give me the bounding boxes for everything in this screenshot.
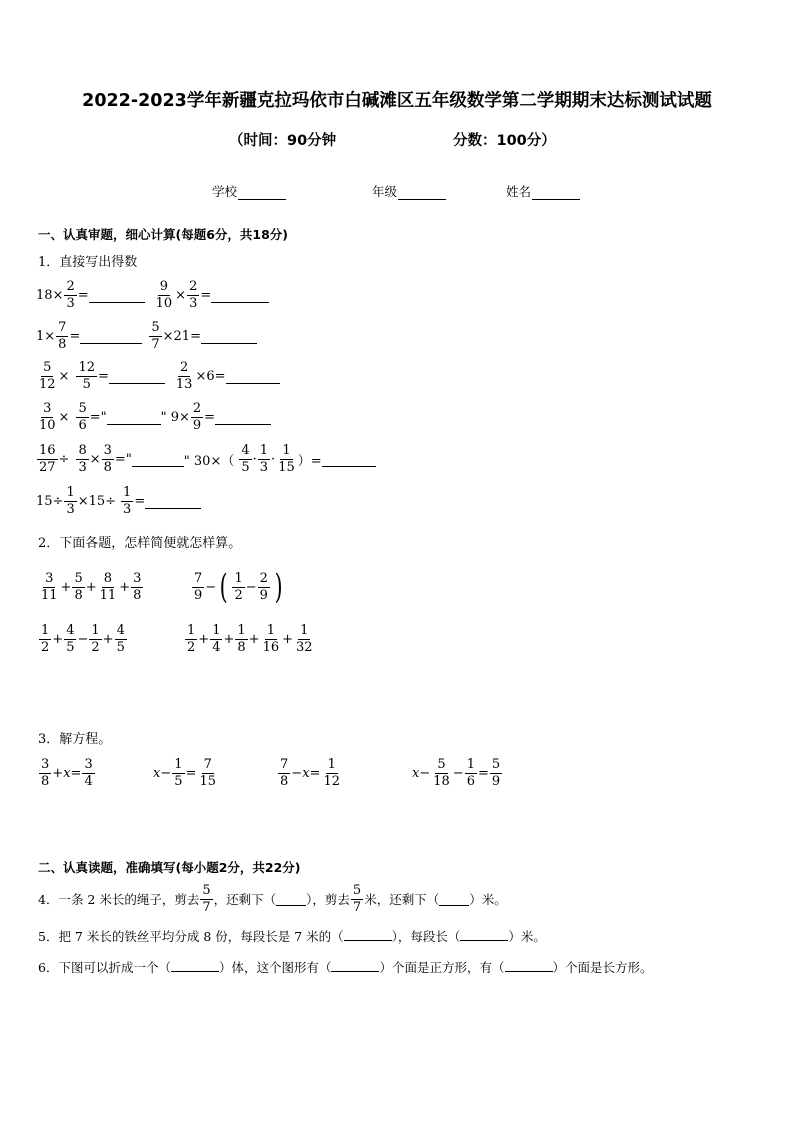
fraction: $\frac{5}{7}$ (202, 882, 211, 915)
text: − (160, 765, 172, 781)
answer-blank[interactable] (226, 369, 280, 384)
grade-blank[interactable] (398, 186, 446, 200)
grade-field[interactable] (372, 182, 446, 200)
fraction: $\frac{1}{2}$ (41, 622, 50, 655)
text: − (291, 765, 303, 781)
fraction: $\frac{7}{15}$ (199, 756, 216, 789)
text: ）米。 (508, 929, 546, 944)
text: ）个面是正方形，有（ (379, 960, 505, 975)
text: + (52, 765, 64, 781)
text: = (69, 328, 81, 344)
text: " 30×（ (183, 453, 235, 469)
fraction: $\frac{1}{12}$ (323, 756, 340, 789)
text: = (77, 287, 89, 303)
text: ÷ (58, 451, 70, 467)
text: × (89, 451, 101, 467)
q1-title: 1．直接写出得数 (38, 255, 138, 270)
fraction: $\frac{1}{2}$ (234, 570, 243, 603)
q2-expr-3 (38, 618, 128, 660)
text: = (204, 409, 216, 425)
fraction: $\frac{5}{18}$ (433, 756, 450, 789)
fraction: $\frac{1}{3}$ (66, 484, 75, 517)
variable-x: x (153, 765, 161, 781)
text: 5．把 7 米长的铁丝平均分成 8 份，每段长是 7 米的（ (38, 929, 344, 944)
section-1-heading: 一、认真审题，细心计算(每题6分，共18分) (38, 227, 289, 242)
fraction: $\frac{1}{2}$ (187, 622, 196, 655)
variable-x: x (412, 765, 420, 781)
q3-eq-1 (38, 752, 96, 794)
q1-row-2 (36, 316, 257, 356)
text: · (252, 451, 257, 467)
answer-blank[interactable] (215, 410, 271, 425)
fraction: $\frac{7}{8}$ (280, 756, 289, 789)
fraction: $\frac{2}{13}$ (175, 359, 193, 392)
fraction: $\frac{2}{3}$ (189, 278, 198, 311)
q3-eq-3 (277, 752, 343, 794)
fraction: $\frac{5}{6}$ (78, 400, 87, 433)
q2-title: 2．下面各题，怎样简便就怎样算。 (38, 536, 242, 551)
text: + (119, 579, 131, 595)
q2-expr-4 (184, 618, 316, 660)
text: ），每段长（ (391, 929, 461, 944)
fraction: $\frac{4}{5}$ (241, 442, 250, 475)
answer-blank[interactable] (331, 958, 379, 972)
fraction: $\frac{2}{9}$ (192, 400, 202, 433)
fraction: $\frac{7}{9}$ (194, 570, 203, 603)
text: =" (114, 451, 132, 467)
text: 15÷ (36, 493, 64, 509)
answer-blank[interactable] (211, 288, 269, 303)
fraction: $\frac{5}{9}$ (491, 756, 501, 789)
fraction: $\frac{4}{5}$ (66, 622, 75, 655)
fraction: $\frac{3}{8}$ (103, 442, 112, 475)
fraction: $\frac{12}{5}$ (78, 359, 95, 392)
name-label: 姓名 (506, 184, 532, 199)
answer-blank[interactable] (80, 329, 142, 344)
fraction: $\frac{8}{11}$ (99, 570, 117, 603)
q1-row-6 (36, 481, 201, 521)
text: − (245, 579, 257, 595)
text: + (282, 631, 294, 647)
fraction: $\frac{5}{7}$ (352, 882, 362, 915)
text: = (70, 765, 82, 781)
fraction: $\frac{1}{5}$ (174, 756, 183, 789)
text: = (134, 493, 146, 509)
q6 (38, 958, 653, 976)
answer-blank[interactable] (89, 288, 145, 303)
answer-blank[interactable] (276, 892, 306, 906)
text: − (77, 631, 89, 647)
text: ×6= (195, 368, 226, 384)
text: ）米。 (469, 892, 507, 907)
q4 (38, 878, 507, 920)
q2-expr-1 (38, 566, 144, 608)
text: 6．下图可以折成一个（ (38, 960, 171, 975)
school-blank[interactable] (238, 186, 286, 200)
text: × (58, 409, 70, 425)
answer-blank[interactable] (439, 892, 469, 906)
text: ( (219, 567, 228, 607)
fraction: $\frac{1}{32}$ (296, 622, 313, 655)
name-blank[interactable] (532, 186, 580, 200)
q3-eq-2 (153, 752, 219, 794)
text: + (102, 631, 114, 647)
fraction: $\frac{8}{3}$ (78, 442, 87, 475)
school-field[interactable] (212, 182, 286, 200)
answer-blank[interactable] (505, 958, 553, 972)
q1-row-5 (36, 439, 376, 479)
text: 18× (36, 287, 64, 303)
school-label: 学校 (212, 184, 238, 199)
q2-expr-2 (191, 566, 286, 608)
q1-row-4 (36, 397, 271, 437)
text: ) (274, 567, 283, 607)
q3-eq-4 (412, 752, 503, 794)
answer-blank[interactable] (109, 369, 165, 384)
q3-title: 3．解方程。 (38, 732, 112, 747)
answer-blank[interactable] (201, 329, 257, 344)
fraction: $\frac{1}{3}$ (259, 442, 269, 475)
text: ，还剩下（ (213, 892, 277, 907)
text: + (60, 579, 72, 595)
fraction: $\frac{4}{5}$ (116, 622, 125, 655)
q1-row-1 (36, 275, 269, 315)
answer-blank[interactable] (145, 494, 201, 509)
fraction: $\frac{1}{3}$ (123, 484, 132, 517)
answer-blank[interactable] (132, 452, 184, 467)
text: ）体，这个图形有（ (218, 960, 332, 975)
text: ×21= (162, 328, 201, 344)
fraction: $\frac{3}{8}$ (133, 570, 142, 603)
section-2-heading: 二、认真读题，准确填写(每小题2分，共22分) (38, 860, 301, 875)
page-title: 2022-2023学年新疆克拉玛依市白碱滩区五年级数学第二学期期末达标测试试题 (82, 91, 712, 111)
fraction: $\frac{9}{10}$ (155, 278, 173, 311)
text: ×15÷ (77, 493, 117, 509)
fraction: $\frac{5}{7}$ (151, 319, 160, 352)
text: 米，还剩下（ (364, 892, 440, 907)
text: + (223, 631, 235, 647)
text: × (175, 287, 187, 303)
text: = (200, 287, 212, 303)
fraction: $\frac{1}{6}$ (466, 756, 475, 789)
fraction: $\frac{1}{8}$ (237, 622, 246, 655)
fraction: $\frac{3}{4}$ (84, 756, 93, 789)
fraction: $\frac{3}{10}$ (39, 400, 56, 433)
text: = (477, 765, 489, 781)
text: " 9× (160, 409, 190, 425)
answer-blank[interactable] (171, 958, 219, 972)
fraction: $\frac{5}{12}$ (39, 359, 56, 392)
text: − (205, 579, 217, 595)
fraction: $\frac{16}{27}$ (39, 442, 56, 475)
text: = (185, 765, 197, 781)
fraction: $\frac{1}{16}$ (262, 622, 280, 655)
fraction: $\frac{1}{4}$ (212, 622, 221, 655)
answer-blank[interactable] (107, 410, 161, 425)
text: + (198, 631, 210, 647)
text: + (248, 631, 260, 647)
q5 (38, 927, 546, 945)
variable-x: x (63, 765, 71, 781)
q1-row-3 (36, 356, 280, 396)
text: 4．一条 2 米长的绳子，剪去 (38, 892, 200, 907)
fraction: $\frac{3}{11}$ (41, 570, 58, 603)
text: + (85, 579, 97, 595)
answer-blank[interactable] (460, 927, 508, 941)
answer-blank[interactable] (344, 927, 392, 941)
fraction: $\frac{2}{3}$ (66, 278, 75, 311)
variable-x: x (302, 765, 310, 781)
text: = (98, 368, 109, 384)
exam-score: 分数：100分） (453, 133, 556, 149)
text: − (419, 765, 431, 781)
fraction: $\frac{5}{8}$ (74, 570, 83, 603)
fraction: $\frac{3}{8}$ (41, 756, 50, 789)
text: 1× (36, 328, 56, 344)
text: − (452, 765, 464, 781)
fraction: $\frac{1}{15}$ (278, 442, 295, 475)
text: = (309, 765, 321, 781)
text: =" (89, 409, 107, 425)
text: ）= (297, 453, 322, 469)
text: × (58, 368, 70, 384)
exam-time: （时间：90分钟 (229, 133, 337, 149)
name-field[interactable] (506, 182, 580, 200)
fraction: $\frac{1}{2}$ (91, 622, 100, 655)
text: · (271, 451, 276, 467)
fraction: $\frac{2}{9}$ (259, 570, 268, 603)
grade-label: 年级 (372, 184, 398, 199)
answer-blank[interactable] (322, 452, 376, 467)
fraction: $\frac{7}{8}$ (58, 319, 67, 352)
text: ）个面是长方形。 (552, 960, 653, 975)
text: + (52, 631, 64, 647)
text: ），剪去 (306, 892, 350, 907)
